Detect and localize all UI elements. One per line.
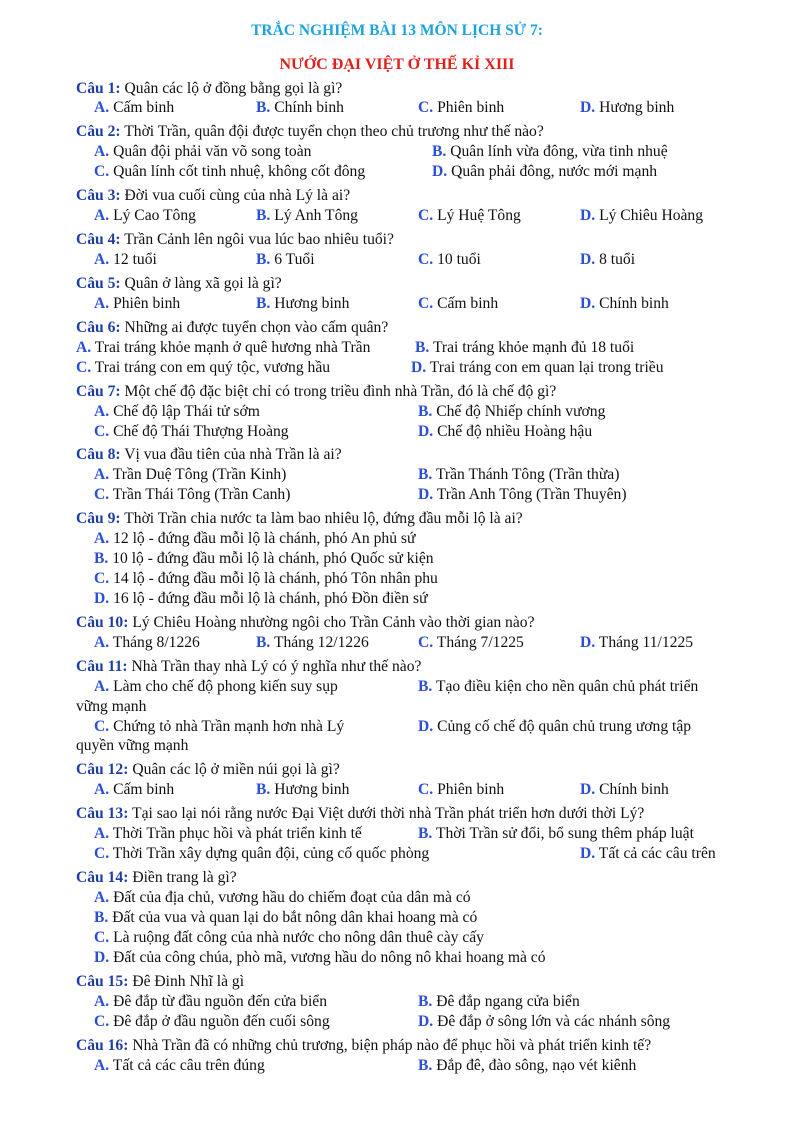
option-b: B. Quân lính vừa đông, vừa tinh nhuệ bbox=[432, 143, 668, 160]
option-b: B. Tạo điều kiện cho nền quân chủ phát triển bbox=[418, 678, 699, 695]
option-a: A. Trần Duệ Tông (Trần Kinh) bbox=[94, 466, 287, 483]
option-d: D. Chế độ nhiều Hoàng hậu bbox=[418, 423, 593, 440]
option-d: D. Củng cố chế độ quân chủ trung ương tập bbox=[418, 718, 692, 735]
option-b: B. Trai tráng khỏe mạnh đủ 18 tuổi bbox=[415, 339, 635, 356]
option-c: C. 10 tuổi bbox=[418, 251, 481, 268]
option-c: C. Đê đắp ở đầu nguồn đến cuối sông bbox=[94, 1013, 330, 1030]
question-8: Câu 8: Vị vua đầu tiên của nhà Trần là ai? bbox=[76, 446, 342, 463]
option-d: D. Đất của công chúa, phò mã, vương hầu do nông nô khai hoang mà có bbox=[94, 949, 546, 966]
option-a: A. Tháng 8/1226 bbox=[94, 634, 200, 651]
question-4: Câu 4: Trần Cảnh lên ngôi vua lúc bao nhiêu tuổi? bbox=[76, 231, 394, 248]
option-c: C. Trần Thái Tông (Trần Canh) bbox=[94, 486, 291, 503]
option-c: C. Thời Trần xây dựng quân đội, củng cố quốc phòng bbox=[94, 845, 430, 862]
option-a: A. Trai tráng khỏe mạnh ở quê hương nhà Trần bbox=[76, 339, 371, 356]
option-a: A. Quân đội phải văn võ song toàn bbox=[94, 143, 312, 160]
option-b: B. 10 lộ - đứng đầu mỗi lộ là chánh, phó Quốc sử kiện bbox=[94, 550, 434, 567]
option-a: A. Tất cả các câu trên đúng bbox=[94, 1057, 265, 1074]
option-b: B. Trần Thánh Tông (Trần thừa) bbox=[418, 466, 620, 483]
option-b: B. Lý Anh Tông bbox=[256, 207, 358, 224]
option-a: A. Đất của địa chủ, vương hầu do chiếm đoạt của dân mà có bbox=[94, 889, 471, 906]
document-title: TRẮC NGHIỆM BÀI 13 MÔN LỊCH SỬ 7: bbox=[251, 22, 543, 39]
option-d: D. Trần Anh Tông (Trần Thuyên) bbox=[418, 486, 627, 503]
option-c: C. Quân lính cốt tinh nhuệ, không cốt đông bbox=[94, 163, 366, 180]
question-11: Câu 11: Nhà Trần thay nhà Lý có ý nghĩa như thế nào? bbox=[76, 658, 422, 675]
option-a: A. Thời Trần phục hồi và phát triển kinh tế bbox=[94, 825, 362, 842]
question-6: Câu 6: Những ai được tuyển chọn vào cấm quân? bbox=[76, 319, 389, 336]
question-14: Câu 14: Điền trang là gì? bbox=[76, 869, 237, 886]
option-d: D. Chính binh bbox=[580, 295, 669, 312]
question-5: Câu 5: Quân ở làng xã gọi là gì? bbox=[76, 275, 282, 292]
option-d-continued: quyền vững mạnh bbox=[76, 737, 189, 754]
question-7: Câu 7: Một chế độ đặc biệt chỉ có trong triều đình nhà Trần, đó là chế độ gì? bbox=[76, 383, 557, 400]
option-d: D. Trai tráng con em quan lại trong triều bbox=[411, 359, 664, 376]
option-c: C. Phiên binh bbox=[418, 99, 505, 116]
option-d: D. Đê đắp ở sông lớn và các nhánh sông bbox=[418, 1013, 671, 1030]
option-c: C. Tháng 7/1225 bbox=[418, 634, 524, 651]
option-b: B. Đắp đê, đào sông, nạo vét kiênh bbox=[418, 1057, 637, 1074]
option-a: A. Đê đắp từ đầu nguồn đến cửa biển bbox=[94, 993, 328, 1010]
option-b: B. Tháng 12/1226 bbox=[256, 634, 369, 651]
option-d: D. Lý Chiêu Hoàng bbox=[580, 207, 704, 224]
option-a: A. Chế độ lập Thái tử sớm bbox=[94, 403, 260, 420]
option-a: A. 12 lộ - đứng đầu mỗi lộ là chánh, phó An phủ sứ bbox=[94, 530, 416, 547]
question-9: Câu 9: Thời Trần chia nước ta làm bao nhiêu lộ, đứng đầu mỗi lộ là ai? bbox=[76, 510, 523, 527]
option-d: D. Chính binh bbox=[580, 781, 669, 798]
question-3: Câu 3: Đời vua cuối cùng của nhà Lý là ai? bbox=[76, 187, 351, 204]
question-13: Câu 13: Tại sao lại nói rằng nước Đại Việt dưới thời nhà Trần phát triển hơn dưới thời Lý? bbox=[76, 805, 645, 822]
option-d: D. Tháng 11/1225 bbox=[580, 634, 694, 651]
option-d: D. Tất cả các câu trên bbox=[580, 845, 716, 862]
option-c: C. Lý Huệ Tông bbox=[418, 207, 521, 224]
option-c: C. Cấm binh bbox=[418, 295, 499, 312]
option-d: D. Hương binh bbox=[580, 99, 675, 116]
option-c: C. Trai tráng con em quý tộc, vương hầu bbox=[76, 359, 331, 376]
option-d: D. Quân phải đông, nước mới mạnh bbox=[432, 163, 658, 180]
option-c: C. Chế độ Thái Thượng Hoàng bbox=[94, 423, 289, 440]
option-a: A. 12 tuổi bbox=[94, 251, 157, 268]
question-1: Câu 1: Quân các lộ ở đồng bằng gọi là gì? bbox=[76, 80, 343, 97]
option-b: B. Thời Trần sử đổi, bổ sung thêm pháp luật bbox=[418, 825, 694, 842]
option-c: C. Chứng tỏ nhà Trần mạnh hơn nhà Lý bbox=[94, 718, 345, 735]
option-a: A. Làm cho chế độ phong kiến suy sụp bbox=[94, 678, 338, 695]
option-b: B. Chính binh bbox=[256, 99, 344, 116]
option-b-continued: vững mạnh bbox=[76, 698, 147, 715]
option-a: A. Cấm binh bbox=[94, 99, 175, 116]
question-10: Câu 10: Lý Chiêu Hoàng nhường ngôi cho Trần Cảnh vào thời gian nào? bbox=[76, 614, 535, 631]
option-b: B. Hương binh bbox=[256, 781, 350, 798]
option-b: B. 6 Tuổi bbox=[256, 251, 315, 268]
option-a: A. Lý Cao Tông bbox=[94, 207, 196, 224]
question-16: Câu 16: Nhà Trần đã có những chủ trương, biện pháp nào để phục hồi và phát triển kinh tế? bbox=[76, 1037, 652, 1054]
question-15: Câu 15: Đê Đinh Nhĩ là gì bbox=[76, 973, 245, 990]
option-b: B. Đất của vua và quan lại do bắt nông dân khai hoang mà có bbox=[94, 909, 478, 926]
option-a: A. Cấm binh bbox=[94, 781, 175, 798]
option-a: A. Phiên binh bbox=[94, 295, 181, 312]
option-c: C. 14 lộ - đứng đầu mỗi lộ là chánh, phó Tôn nhân phu bbox=[94, 570, 438, 587]
option-c: C. Là ruộng đất công của nhà nước cho nông dân thuê cày cấy bbox=[94, 929, 484, 946]
option-b: B. Đê đắp ngang cửa biển bbox=[418, 993, 580, 1010]
option-d: D. 16 lộ - đứng đầu mỗi lộ là chánh, phó Đồn điền sứ bbox=[94, 590, 428, 607]
option-b: B. Chế độ Nhiếp chính vương bbox=[418, 403, 606, 420]
option-d: D. 8 tuổi bbox=[580, 251, 636, 268]
document-subtitle: NƯỚC ĐẠI VIỆT Ở THẾ KỈ XIII bbox=[279, 56, 515, 73]
question-12: Câu 12: Quân các lộ ở miền núi gọi là gì? bbox=[76, 761, 340, 778]
option-b: B. Hương binh bbox=[256, 295, 350, 312]
option-c: C. Phiên binh bbox=[418, 781, 505, 798]
question-2: Câu 2: Thời Trần, quân đội được tuyển chọn theo chủ trương như thế nào? bbox=[76, 123, 544, 140]
